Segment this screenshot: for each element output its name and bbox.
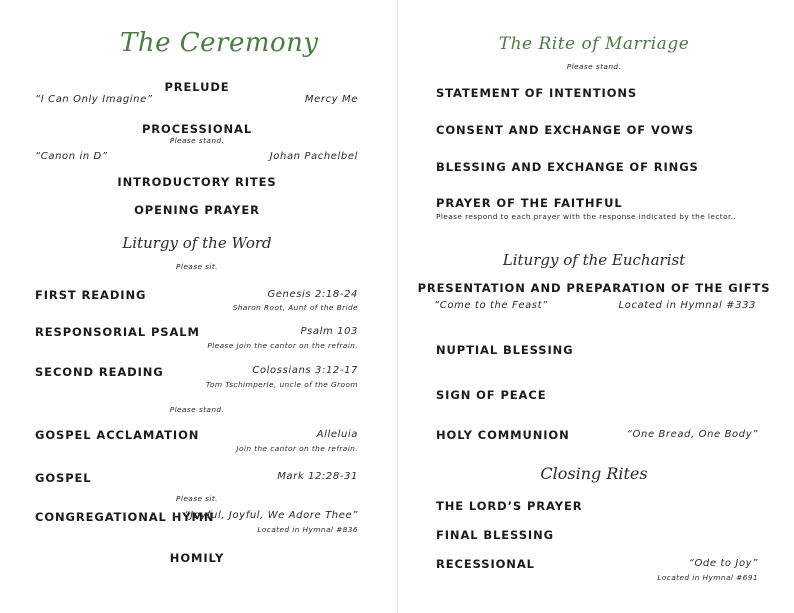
- psalm-note: Please join the cantor on the refrain.: [207, 341, 358, 350]
- rite-of-marriage-title: The Rite of Marriage: [498, 34, 690, 54]
- hymn-song: “Joyful, Joyful, We Adore Thee”: [184, 510, 358, 521]
- prelude-heading: PRELUDE: [164, 80, 230, 94]
- homily-heading: HOMILY: [169, 551, 225, 565]
- communion-heading: HOLY COMMUNION: [436, 428, 570, 442]
- right-page: [397, 0, 794, 613]
- recessional-heading: RECESSIONAL: [436, 557, 535, 571]
- first-reading-reader: Sharon Root, Aunt of the Bride: [232, 303, 358, 312]
- first-reading-heading: FIRST READING: [35, 288, 147, 302]
- ceremony-title: The Ceremony: [120, 28, 319, 58]
- rite-note: Please stand.: [566, 62, 622, 71]
- gospel-ref: Mark 12:28-31: [277, 471, 358, 482]
- nuptial-heading: NUPTIAL BLESSING: [436, 343, 574, 357]
- lords-prayer-heading: THE LORD’S PRAYER: [436, 499, 583, 513]
- faithful-heading: PRAYER OF THE FAITHFUL: [436, 196, 623, 210]
- statement-heading: STATEMENT OF INTENTIONS: [436, 86, 638, 100]
- stand-note: Please stand.: [169, 405, 225, 414]
- final-blessing-heading: FINAL BLESSING: [436, 528, 554, 542]
- introductory-rites-heading: INTRODUCTORY RITES: [117, 175, 277, 189]
- recessional-note: Located in Hymnal #691: [657, 573, 758, 582]
- prelude-artist: Mercy Me: [304, 94, 358, 105]
- opening-prayer-heading: OPENING PRAYER: [134, 203, 260, 217]
- presentation-hymnal: Located in Hymnal #333: [618, 300, 756, 311]
- processional-note: Please stand.: [169, 136, 225, 145]
- faithful-note: Please respond to each prayer with the response indicated by the lector..: [436, 212, 737, 221]
- liturgy-eucharist-title: Liturgy of the Eucharist: [502, 251, 686, 269]
- second-reading-heading: SECOND READING: [35, 365, 164, 379]
- psalm-heading: RESPONSORIAL PSALM: [35, 325, 200, 339]
- gospel-acclamation-note: Join the cantor on the refrain.: [236, 444, 358, 453]
- first-reading-ref: Genesis 2:18-24: [267, 289, 358, 300]
- liturgy-word-title: Liturgy of the Word: [122, 234, 272, 252]
- processional-song: “Canon in D”: [35, 151, 108, 162]
- gospel-heading: GOSPEL: [35, 471, 92, 485]
- hymn-heading: CONGREGATIONAL HYMN: [35, 510, 215, 524]
- recessional-song: “Ode to Joy”: [688, 558, 758, 569]
- closing-rites-title: Closing Rites: [540, 464, 648, 483]
- liturgy-word-note: Please sit.: [176, 262, 218, 271]
- psalm-ref: Psalm 103: [300, 326, 358, 337]
- processional-artist: Johan Pachelbel: [269, 151, 358, 162]
- sit-note: Please sit.: [176, 494, 218, 503]
- gospel-acclamation-heading: GOSPEL ACCLAMATION: [35, 428, 200, 442]
- hymn-note: Located in Hymnal #836: [257, 525, 358, 534]
- presentation-song: “Come to the Feast”: [434, 300, 548, 311]
- second-reading-ref: Colossians 3:12-17: [252, 365, 358, 376]
- communion-song: “One Bread, One Body”: [626, 429, 758, 440]
- second-reading-reader: Tom Tschimperle, uncle of the Groom: [205, 380, 358, 389]
- processional-heading: PROCESSIONAL: [141, 122, 253, 136]
- gospel-acclamation-ref: Alleluia: [316, 429, 358, 440]
- prelude-song: “I Can Only Imagine”: [35, 94, 153, 105]
- consent-heading: CONSENT AND EXCHANGE OF VOWS: [436, 123, 695, 137]
- peace-heading: SIGN OF PEACE: [436, 388, 547, 402]
- presentation-heading: PRESENTATION AND PREPARATION OF THE GIFTS: [417, 281, 771, 295]
- rings-heading: BLESSING AND EXCHANGE OF RINGS: [436, 160, 699, 174]
